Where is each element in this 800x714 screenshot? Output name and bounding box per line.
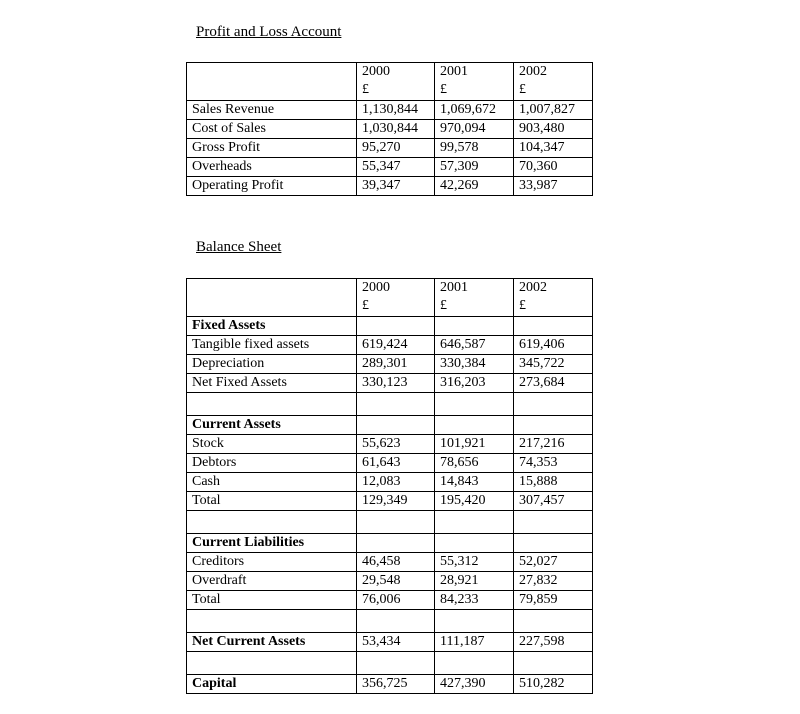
table-row: [187, 591, 593, 610]
cell-value: 289,301: [357, 355, 435, 374]
table-row: [187, 355, 593, 374]
cell-value: 104,347: [514, 139, 593, 158]
cell-value: 619,424: [357, 336, 435, 355]
cell-value: 101,921: [435, 435, 514, 454]
cell-value: 345,722: [514, 355, 593, 374]
table-row: [187, 553, 593, 572]
pnl-title: Profit and Loss Account: [196, 24, 342, 40]
cell-value: 129,349: [357, 492, 435, 511]
cell-value: 76,006: [357, 591, 435, 610]
cell-value: 27,832: [514, 572, 593, 591]
cell-value: 95,270: [357, 139, 435, 158]
cell-value: 55,312: [435, 553, 514, 572]
row-label: Total: [187, 492, 357, 511]
cell-value: 510,282: [514, 675, 593, 694]
net-current-assets-row: [187, 633, 593, 652]
cell-value: 61,643: [357, 454, 435, 473]
row-label: Net Current Assets: [187, 633, 357, 652]
row-label: Gross Profit: [187, 139, 357, 158]
balance-sheet-table: [186, 278, 593, 694]
capital-row: [187, 675, 593, 694]
pnl-table: [186, 62, 593, 196]
bs-currency: £: [519, 298, 526, 313]
cell-value: 29,548: [357, 572, 435, 591]
cell-value: 79,859: [514, 591, 593, 610]
row-label: Tangible fixed assets: [187, 336, 357, 355]
cell-value: 195,420: [435, 492, 514, 511]
bs-header-row: [187, 279, 593, 317]
bs-title: Balance Sheet: [196, 239, 282, 255]
cell-value: 78,656: [435, 454, 514, 473]
section-heading: Current Assets: [187, 416, 357, 435]
bs-currency: £: [440, 298, 447, 313]
table-row: [187, 139, 593, 158]
row-label: Net Fixed Assets: [187, 374, 357, 393]
row-label: Overheads: [187, 158, 357, 177]
row-label: Depreciation: [187, 355, 357, 374]
cell-value: 217,216: [514, 435, 593, 454]
cell-value: 42,269: [435, 177, 514, 196]
pnl-year-col: [357, 63, 435, 101]
table-row: [187, 473, 593, 492]
cell-value: 970,094: [435, 120, 514, 139]
row-label: Operating Profit: [187, 177, 357, 196]
pnl-year: 2002: [519, 64, 547, 79]
cell-value: 28,921: [435, 572, 514, 591]
pnl-year-col: [435, 63, 514, 101]
table-row: [187, 435, 593, 454]
section-heading: Current Liabilities: [187, 534, 357, 553]
table-row: [187, 454, 593, 473]
cell-value: 74,353: [514, 454, 593, 473]
spacer-row: [187, 511, 593, 534]
spacer-row: [187, 610, 593, 633]
cell-value: 903,480: [514, 120, 593, 139]
bs-year-col: [514, 279, 593, 317]
row-label: Stock: [187, 435, 357, 454]
pnl-header-empty: [187, 63, 357, 101]
table-row: [187, 101, 593, 120]
cell-value: 619,406: [514, 336, 593, 355]
row-label: Capital: [187, 675, 357, 694]
cell-value: 273,684: [514, 374, 593, 393]
section-heading-row: [187, 534, 593, 553]
cell-value: 46,458: [357, 553, 435, 572]
cell-value: 330,123: [357, 374, 435, 393]
bs-header-empty: [187, 279, 357, 317]
cell-value: 33,987: [514, 177, 593, 196]
pnl-header-row: [187, 63, 593, 101]
row-label: Cost of Sales: [187, 120, 357, 139]
pnl-currency: £: [519, 82, 526, 97]
pnl-currency: £: [362, 82, 369, 97]
section-heading-row: [187, 416, 593, 435]
table-row: [187, 120, 593, 139]
cell-value: 84,233: [435, 591, 514, 610]
cell-value: 15,888: [514, 473, 593, 492]
cell-value: 39,347: [357, 177, 435, 196]
pnl-year-col: [514, 63, 593, 101]
cell-value: 1,030,844: [357, 120, 435, 139]
cell-value: 55,347: [357, 158, 435, 177]
cell-value: 111,187: [435, 633, 514, 652]
table-row: [187, 177, 593, 196]
cell-value: 53,434: [357, 633, 435, 652]
bs-year: 2001: [440, 280, 468, 295]
bs-year-col: [435, 279, 514, 317]
section-heading-row: [187, 317, 593, 336]
row-label: Sales Revenue: [187, 101, 357, 120]
cell-value: 427,390: [435, 675, 514, 694]
cell-value: 70,360: [514, 158, 593, 177]
cell-value: 227,598: [514, 633, 593, 652]
section-heading: Fixed Assets: [187, 317, 357, 336]
cell-value: 55,623: [357, 435, 435, 454]
table-row: [187, 374, 593, 393]
cell-value: 1,130,844: [357, 101, 435, 120]
row-label: Debtors: [187, 454, 357, 473]
cell-value: 14,843: [435, 473, 514, 492]
cell-value: 646,587: [435, 336, 514, 355]
table-row: [187, 492, 593, 511]
bs-year: 2000: [362, 280, 390, 295]
row-label: Creditors: [187, 553, 357, 572]
row-label: Cash: [187, 473, 357, 492]
pnl-currency: £: [440, 82, 447, 97]
pnl-year: 2001: [440, 64, 468, 79]
row-label: Total: [187, 591, 357, 610]
cell-value: 1,069,672: [435, 101, 514, 120]
cell-value: 1,007,827: [514, 101, 593, 120]
cell-value: 99,578: [435, 139, 514, 158]
table-row: [187, 572, 593, 591]
cell-value: 316,203: [435, 374, 514, 393]
row-label: Overdraft: [187, 572, 357, 591]
pnl-year: 2000: [362, 64, 390, 79]
bs-year: 2002: [519, 280, 547, 295]
cell-value: 57,309: [435, 158, 514, 177]
table-row: [187, 158, 593, 177]
cell-value: 356,725: [357, 675, 435, 694]
cell-value: 330,384: [435, 355, 514, 374]
bs-year-col: [357, 279, 435, 317]
spacer-row: [187, 652, 593, 675]
cell-value: 12,083: [357, 473, 435, 492]
table-row: [187, 336, 593, 355]
cell-value: 52,027: [514, 553, 593, 572]
spacer-row: [187, 393, 593, 416]
bs-currency: £: [362, 298, 369, 313]
cell-value: 307,457: [514, 492, 593, 511]
